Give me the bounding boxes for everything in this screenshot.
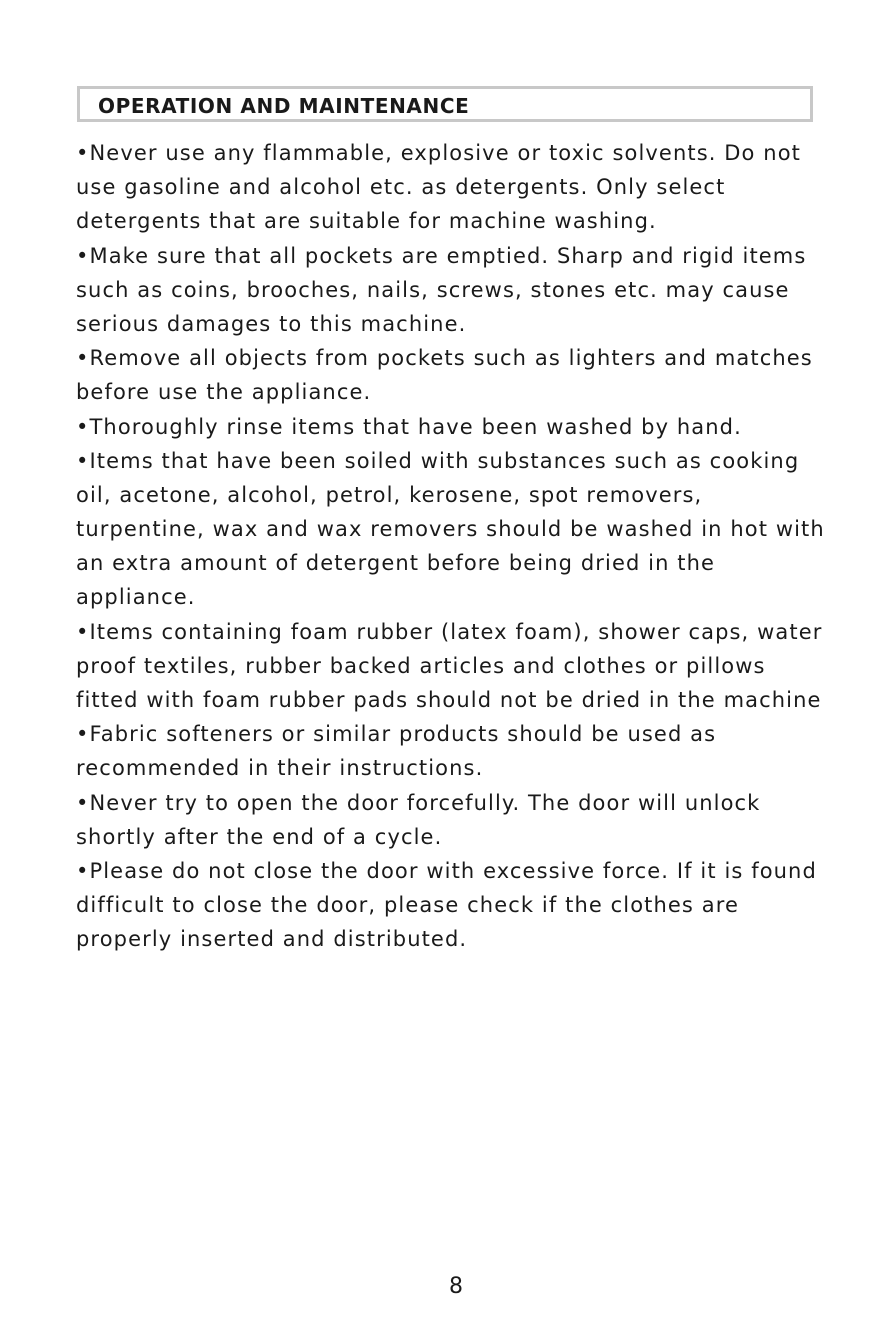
text-line: •Remove all objects from pockets such as lighters and matches [76, 346, 813, 371]
text-line: proof textiles, rubber backed articles and clothes or pillows [76, 653, 766, 678]
text-line: •Items that have been soiled with substances such as cooking [76, 448, 800, 473]
text-line: •Fabric softeners or similar products should be used as [76, 722, 717, 747]
section-header [77, 86, 813, 122]
text-line: •Thoroughly rinse items that have been washed by hand. [76, 414, 742, 439]
text-line: •Please do not close the door with excessive force. If it is found [76, 858, 817, 883]
text-line: properly inserted and distributed. [76, 927, 468, 952]
body-text [76, 136, 836, 957]
text-line: •Never try to open the door forcefully. The door will unlock [76, 790, 761, 815]
text-line: appliance. [76, 585, 196, 610]
text-line: such as coins, brooches, nails, screws, stones etc. may cause [76, 277, 790, 302]
text-line: serious damages to this machine. [76, 311, 467, 336]
section-title: OPERATION AND MAINTENANCE [98, 94, 470, 118]
text-line: recommended in their instructions. [76, 756, 484, 781]
text-line: shortly after the end of a cycle. [76, 824, 443, 849]
text-line: •Make sure that all pockets are emptied. Sharp and rigid items [76, 243, 807, 268]
page-number: 8 [449, 1274, 463, 1299]
text-line: •Items containing foam rubber (latex foam), shower caps, water [76, 619, 823, 644]
text-line: before use the appliance. [76, 380, 372, 405]
text-line: •Never use any flammable, explosive or toxic solvents. Do not [76, 141, 801, 165]
text-line: turpentine, wax and wax removers should be washed in hot with [76, 517, 825, 542]
text-line: detergents that are suitable for machine washing. [76, 209, 657, 234]
text-line: use gasoline and alcohol etc. as detergents. Only select [76, 175, 726, 200]
text-line: difficult to close the door, please check if the clothes are [76, 893, 740, 918]
text-line: an extra amount of detergent before being dried in the [76, 551, 716, 576]
text-line: fitted with foam rubber pads should not be dried in the machine [76, 688, 822, 712]
text-line: oil, acetone, alcohol, petrol, kerosene, spot removers, [76, 482, 703, 507]
